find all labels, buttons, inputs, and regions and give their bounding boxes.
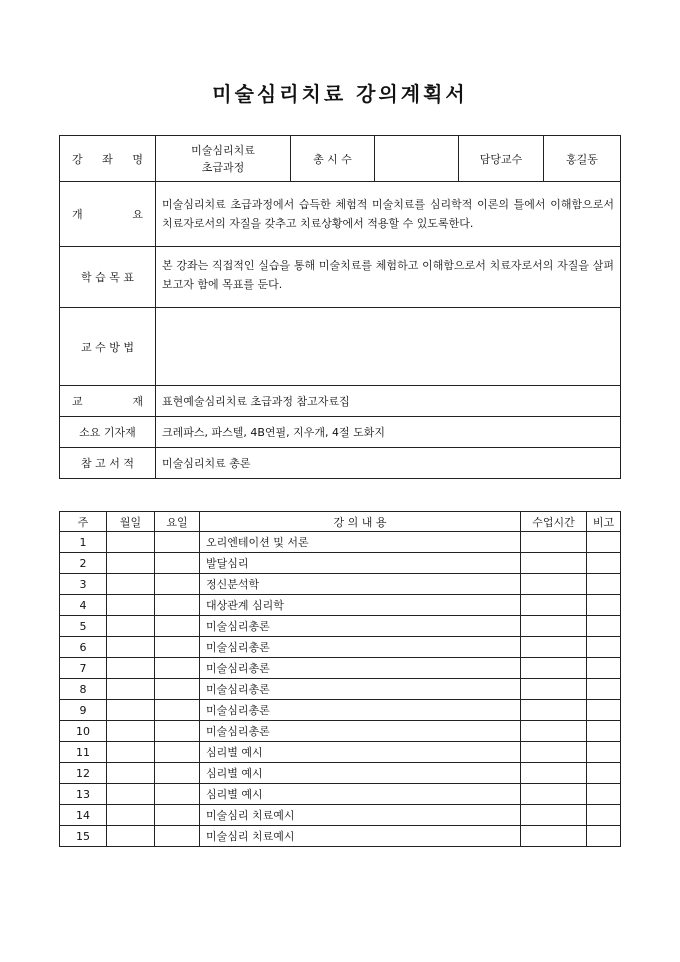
goal-label: 학 습 목 표	[60, 247, 156, 308]
schedule-table	[59, 511, 621, 847]
professor-label: 담당교수	[459, 136, 544, 182]
materials-text: 크레파스, 파스텔, 4B연필, 지우개, 4절 도화지	[156, 417, 621, 448]
content-header: 강 의 내 용	[200, 512, 521, 532]
hours-cell	[521, 553, 587, 574]
note-cell	[587, 763, 621, 784]
hours-header: 수업시간	[521, 512, 587, 532]
content-cell: 미술심리총론	[200, 721, 521, 742]
method-text	[156, 308, 621, 386]
day-cell	[155, 742, 200, 763]
day-cell	[155, 763, 200, 784]
note-cell	[587, 805, 621, 826]
day-cell	[155, 658, 200, 679]
content-cell: 미술심리총론	[200, 616, 521, 637]
week-cell: 2	[60, 553, 107, 574]
date-cell	[107, 826, 155, 847]
date-cell	[107, 742, 155, 763]
week-cell: 9	[60, 700, 107, 721]
hours-cell	[521, 763, 587, 784]
content-cell: 정신분석학	[200, 574, 521, 595]
week-cell: 6	[60, 637, 107, 658]
date-cell	[107, 700, 155, 721]
week-cell: 7	[60, 658, 107, 679]
date-header: 월일	[107, 512, 155, 532]
week-cell: 10	[60, 721, 107, 742]
day-header: 요일	[155, 512, 200, 532]
date-cell	[107, 805, 155, 826]
table-row	[60, 742, 621, 763]
day-cell	[155, 595, 200, 616]
note-cell	[587, 553, 621, 574]
goal-text: 본 강좌는 직접적인 실습을 통해 미술치료를 체험하고 이해함으로서 치료자로서의 자질을 살펴보고자 함에 목표를 둔다.	[156, 247, 621, 308]
date-cell	[107, 679, 155, 700]
table-row	[60, 532, 621, 553]
hours-cell	[521, 658, 587, 679]
hours-cell	[521, 574, 587, 595]
table-row	[60, 784, 621, 805]
week-cell: 15	[60, 826, 107, 847]
date-cell	[107, 784, 155, 805]
day-cell	[155, 784, 200, 805]
week-cell: 3	[60, 574, 107, 595]
week-cell: 11	[60, 742, 107, 763]
hours-cell	[521, 721, 587, 742]
materials-row	[60, 417, 621, 448]
content-cell: 발달심리	[200, 553, 521, 574]
week-cell: 13	[60, 784, 107, 805]
date-cell	[107, 721, 155, 742]
table-row	[60, 679, 621, 700]
note-cell	[587, 595, 621, 616]
week-header: 주	[60, 512, 107, 532]
week-cell: 14	[60, 805, 107, 826]
content-cell: 심리별 예시	[200, 784, 521, 805]
note-header: 비고	[587, 512, 621, 532]
total-hours-label: 총 시 수	[291, 136, 375, 182]
week-cell: 1	[60, 532, 107, 553]
total-hours-value	[375, 136, 459, 182]
hours-cell	[521, 679, 587, 700]
textbook-text: 표현예술심리치료 초급과정 참고자료집	[156, 386, 621, 417]
course-row	[60, 136, 621, 182]
table-row	[60, 805, 621, 826]
note-cell	[587, 658, 621, 679]
day-cell	[155, 679, 200, 700]
day-cell	[155, 553, 200, 574]
hours-cell	[521, 826, 587, 847]
reference-text: 미술심리치료 총론	[156, 448, 621, 479]
table-row	[60, 574, 621, 595]
content-cell: 미술심리총론	[200, 679, 521, 700]
schedule-header-row	[60, 512, 621, 532]
date-cell	[107, 763, 155, 784]
note-cell	[587, 784, 621, 805]
hours-cell	[521, 616, 587, 637]
note-cell	[587, 532, 621, 553]
table-row	[60, 763, 621, 784]
day-cell	[155, 574, 200, 595]
hours-cell	[521, 784, 587, 805]
note-cell	[587, 637, 621, 658]
date-cell	[107, 616, 155, 637]
method-row	[60, 308, 621, 386]
reference-label: 참 고 서 적	[60, 448, 156, 479]
table-row	[60, 595, 621, 616]
course-info-table	[59, 135, 621, 479]
content-cell: 미술심리총론	[200, 658, 521, 679]
table-row	[60, 553, 621, 574]
note-cell	[587, 616, 621, 637]
date-cell	[107, 595, 155, 616]
content-cell: 심리별 예시	[200, 742, 521, 763]
course-label: 강 좌 명	[72, 152, 143, 166]
textbook-row	[60, 386, 621, 417]
table-row	[60, 658, 621, 679]
day-cell	[155, 532, 200, 553]
overview-label: 개 요	[72, 208, 143, 221]
date-cell	[107, 553, 155, 574]
table-row	[60, 700, 621, 721]
day-cell	[155, 700, 200, 721]
note-cell	[587, 700, 621, 721]
reference-row	[60, 448, 621, 479]
goal-row	[60, 247, 621, 308]
table-row	[60, 616, 621, 637]
table-row	[60, 637, 621, 658]
content-cell: 미술심리총론	[200, 700, 521, 721]
date-cell	[107, 574, 155, 595]
date-cell	[107, 532, 155, 553]
hours-cell	[521, 742, 587, 763]
content-cell: 미술심리총론	[200, 637, 521, 658]
method-label: 교 수 방 법	[60, 308, 156, 386]
content-cell: 심리별 예시	[200, 763, 521, 784]
note-cell	[587, 574, 621, 595]
content-cell: 오리엔테이션 및 서론	[200, 532, 521, 553]
hours-cell	[521, 532, 587, 553]
note-cell	[587, 742, 621, 763]
hours-cell	[521, 637, 587, 658]
table-row	[60, 826, 621, 847]
day-cell	[155, 637, 200, 658]
content-cell: 미술심리 치료예시	[200, 805, 521, 826]
hours-cell	[521, 700, 587, 721]
textbook-label: 교 재	[72, 395, 143, 408]
day-cell	[155, 805, 200, 826]
overview-text: 미술심리치료 초급과정에서 습득한 체험적 미술치료를 심리학적 이론의 틀에서 이해함으로서 치료자로서의 자질을 갖추고 치료상황에서 적용할 수 있도록한다.	[156, 182, 621, 247]
materials-label: 소요 기자재	[60, 417, 156, 448]
hours-cell	[521, 805, 587, 826]
hours-cell	[521, 595, 587, 616]
week-cell: 8	[60, 679, 107, 700]
page-title: 미술심리치료 강의계획서	[212, 82, 468, 106]
course-name: 미술심리치료 초급과정	[156, 136, 291, 182]
day-cell	[155, 826, 200, 847]
day-cell	[155, 616, 200, 637]
content-cell: 대상관계 심리학	[200, 595, 521, 616]
professor-name: 홍길동	[544, 136, 621, 182]
week-cell: 5	[60, 616, 107, 637]
week-cell: 4	[60, 595, 107, 616]
note-cell	[587, 721, 621, 742]
date-cell	[107, 658, 155, 679]
note-cell	[587, 826, 621, 847]
content-cell: 미술심리 치료예시	[200, 826, 521, 847]
note-cell	[587, 679, 621, 700]
week-cell: 12	[60, 763, 107, 784]
day-cell	[155, 721, 200, 742]
overview-row	[60, 182, 621, 247]
table-row	[60, 721, 621, 742]
date-cell	[107, 637, 155, 658]
